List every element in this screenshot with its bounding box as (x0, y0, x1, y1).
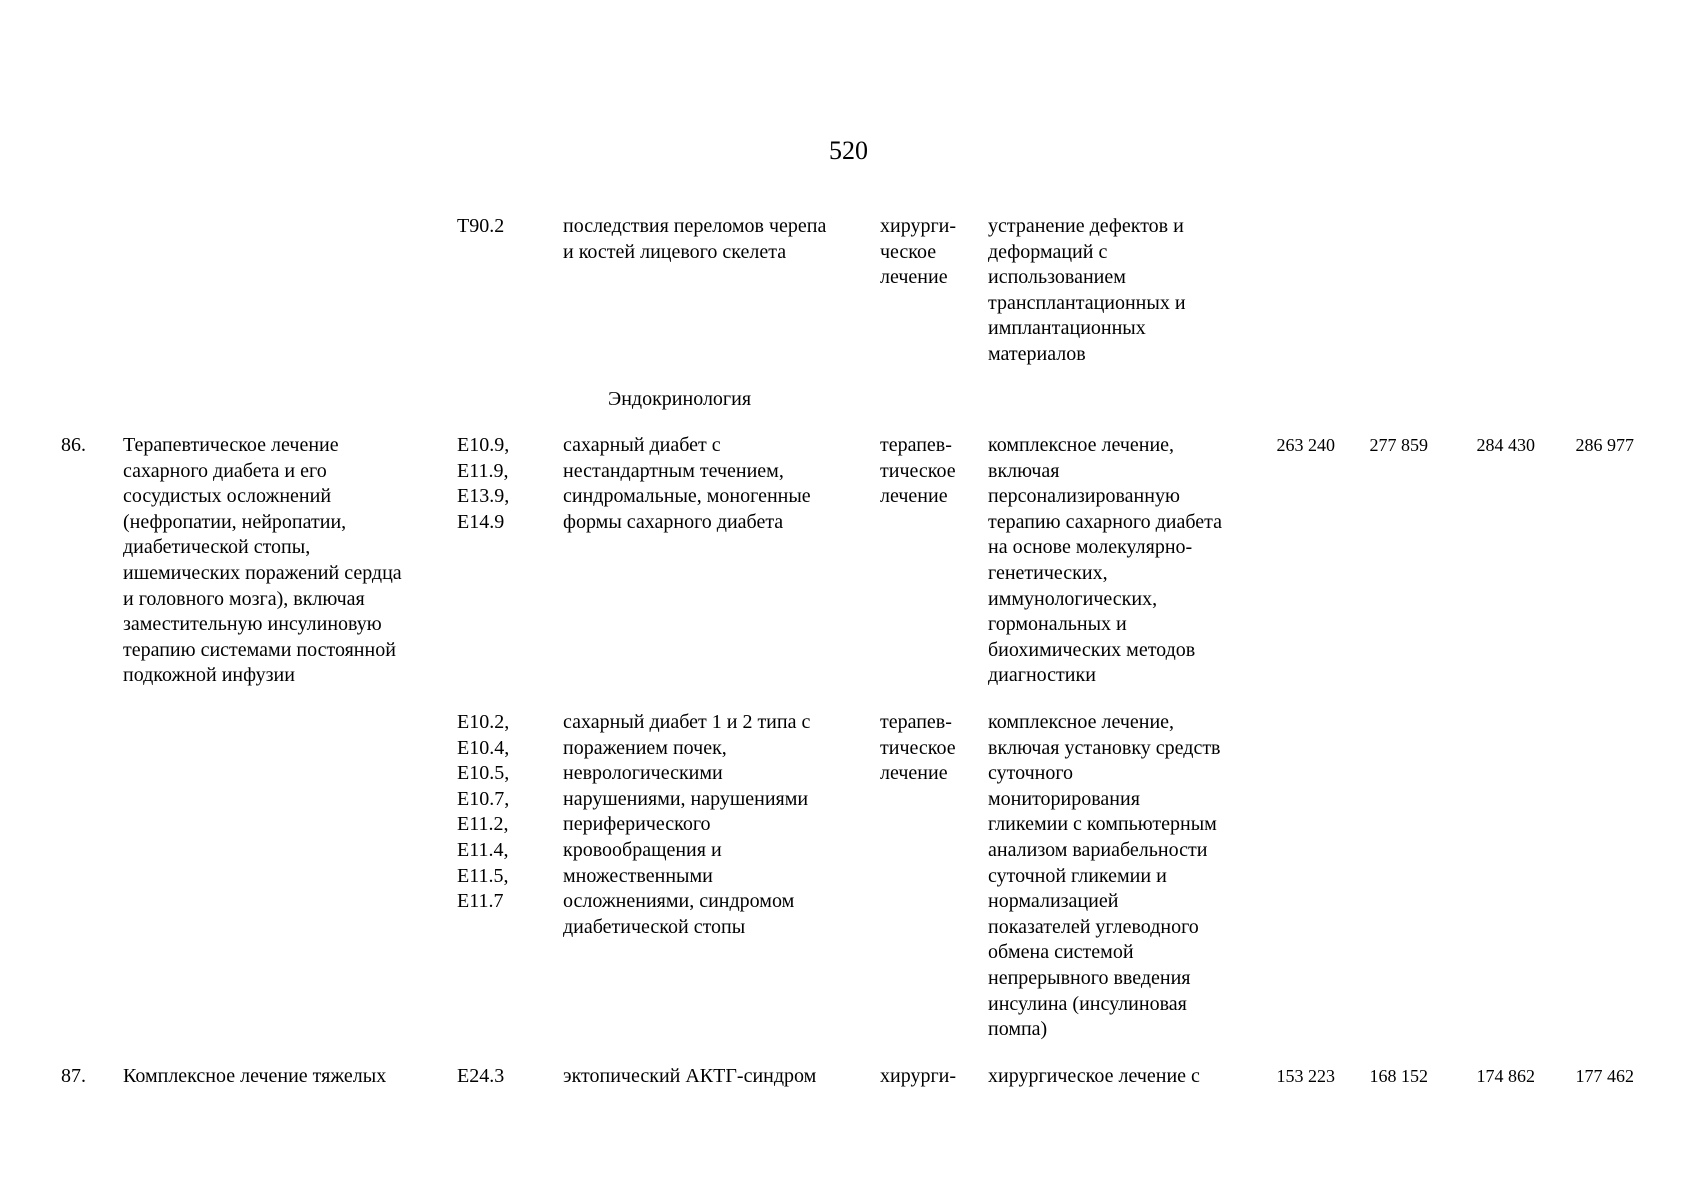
treatment-method-cell (988, 710, 1221, 1043)
code-line: E11.4, (457, 838, 509, 861)
treatment-type-cell (880, 1064, 956, 1090)
model-line: последствия переломов черепа (563, 215, 827, 237)
treatment-type-cell (880, 710, 956, 787)
page-number: 520 (829, 136, 868, 165)
name-line: терапию системами постоянной (123, 638, 396, 661)
diagnosis-code-cell (457, 433, 509, 535)
method-line: материалов (988, 342, 1086, 365)
model-line: нарушениями, нарушениями (563, 787, 809, 810)
code-line: E11.9, (457, 459, 509, 482)
method-line: устранение дефектов и (988, 215, 1184, 237)
method-line: комплексное лечение, (988, 711, 1175, 733)
code-line: E10.2, (457, 711, 510, 733)
method-line: нормализацией (988, 890, 1119, 913)
patient-model-cell (563, 1064, 816, 1090)
code-line: E10.7, (457, 787, 510, 810)
method-line: гликемии с компьютерным (988, 813, 1217, 836)
diagnosis-code-cell (457, 1064, 504, 1090)
type-line: тическое (880, 459, 956, 482)
method-line: персонализированную (988, 485, 1180, 508)
model-line: поражением почек, (563, 736, 727, 759)
row-number: 87. (61, 1065, 86, 1087)
name-line: диабетической стопы, (123, 536, 311, 559)
name-line: и головного мозга), включая (123, 587, 365, 610)
method-line: включая (988, 459, 1060, 482)
model-line: эктопический АКТГ-синдром (563, 1065, 817, 1087)
treatment-type-cell (880, 214, 956, 291)
model-line: нестандартным течением, (563, 459, 784, 482)
type-line: лечение (880, 762, 948, 785)
model-line: периферического (563, 813, 711, 836)
diagnosis-code-cell (457, 710, 509, 915)
care-type-name-cell (123, 433, 402, 689)
type-line: лечение (880, 485, 948, 508)
treatment-method-cell (988, 433, 1222, 689)
diagnosis-code-cell (457, 214, 504, 240)
code-line: E10.9, (457, 434, 510, 456)
name-line: подкожной инфузии (123, 664, 295, 687)
code-line: E11.5, (457, 864, 509, 887)
model-line: сахарный диабет 1 и 2 типа с (563, 711, 811, 733)
method-line: иммунологических, (988, 587, 1158, 610)
code-line: E10.4, (457, 736, 510, 759)
model-line: множественными (563, 864, 713, 887)
type-line: терапев- (880, 711, 952, 733)
name-line: сосудистых осложнений (123, 485, 332, 508)
method-line: терапию сахарного диабета (988, 510, 1223, 533)
name-line: (нефропатии, нейропатии, (123, 510, 347, 533)
code-line: E24.3 (457, 1065, 505, 1087)
type-line: терапев- (880, 434, 952, 456)
method-line: хирургическое лечение с (988, 1065, 1200, 1087)
model-line: формы сахарного диабета (563, 510, 784, 533)
type-line: хирурги- (880, 215, 957, 237)
code-line: E14.9 (457, 510, 505, 533)
method-line: суточной гликемии и (988, 864, 1167, 887)
method-line: суточного (988, 762, 1074, 785)
code-line: E13.9, (457, 485, 510, 508)
method-line: на основе молекулярно- (988, 536, 1193, 559)
model-line: диабетической стопы (563, 915, 746, 938)
method-line: биохимических методов (988, 638, 1196, 661)
method-line: комплексное лечение, (988, 434, 1175, 456)
patient-model-cell (563, 710, 810, 940)
cost-value-3: 174 862 (1476, 1066, 1535, 1086)
patient-model-cell (563, 214, 826, 265)
cost-value-1: 153 223 (1276, 1066, 1335, 1086)
cost-value-2: 277 859 (1369, 435, 1428, 455)
cost-value-4: 177 462 (1575, 1066, 1634, 1086)
method-line: инсулина (инсулиновая (988, 992, 1187, 1015)
section-title: Эндокринология (608, 388, 752, 410)
method-line: диагностики (988, 664, 1096, 687)
type-line: лечение (880, 266, 948, 289)
care-type-name-cell (123, 1064, 386, 1090)
method-line: мониторирования (988, 787, 1140, 810)
treatment-method-cell (988, 214, 1186, 368)
method-line: имплантационных (988, 317, 1146, 340)
code-line: T90.2 (457, 215, 505, 237)
type-line: хирурги- (880, 1065, 957, 1087)
model-line: сахарный диабет с (563, 434, 721, 456)
method-line: помпа) (988, 1018, 1048, 1041)
cost-value-2: 168 152 (1369, 1066, 1428, 1086)
name-line: заместительную инсулиновую (123, 613, 382, 636)
code-line: E11.2, (457, 813, 509, 836)
cost-value-3: 284 430 (1476, 435, 1535, 455)
method-line: гормональных и (988, 613, 1127, 636)
cost-value-1: 263 240 (1276, 435, 1335, 455)
type-line: ческое (880, 240, 937, 263)
method-line: анализом вариабельности (988, 838, 1208, 861)
treatment-method-cell (988, 1064, 1200, 1090)
method-line: трансплантационных и (988, 291, 1186, 314)
name-line: Комплексное лечение тяжелых (123, 1065, 387, 1087)
model-line: синдромальные, моногенные (563, 485, 811, 508)
model-line: и костей лицевого скелета (563, 240, 787, 263)
model-line: осложнениями, синдромом (563, 890, 795, 913)
code-line: E11.7 (457, 890, 504, 913)
method-line: включая установку средств (988, 736, 1221, 759)
name-line: Терапевтическое лечение (123, 434, 339, 456)
name-line: сахарного диабета и его (123, 459, 327, 482)
method-line: использованием (988, 266, 1126, 289)
code-line: E10.5, (457, 762, 510, 785)
type-line: тическое (880, 736, 956, 759)
method-line: генетических, (988, 561, 1108, 584)
row-number: 86. (61, 434, 86, 456)
name-line: ишемических поражений сердца (123, 561, 402, 584)
model-line: кровообращения и (563, 838, 722, 861)
method-line: деформаций с (988, 240, 1108, 263)
treatment-type-cell (880, 433, 956, 510)
method-line: обмена системой (988, 941, 1134, 964)
cost-value-4: 286 977 (1575, 435, 1634, 455)
method-line: показателей углеводного (988, 915, 1199, 938)
method-line: непрерывного введения (988, 966, 1191, 989)
model-line: неврологическими (563, 762, 723, 785)
patient-model-cell (563, 433, 811, 535)
